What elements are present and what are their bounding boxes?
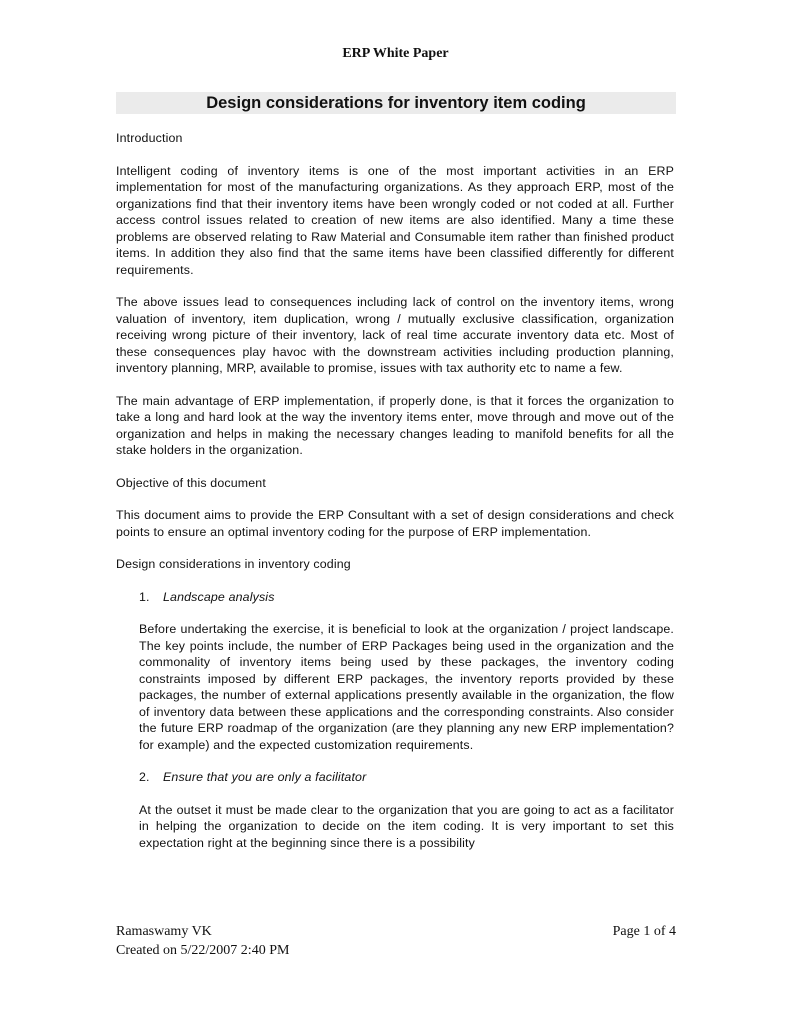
list-item-number: 1.: [139, 589, 150, 604]
footer-author: Ramaswamy VK: [116, 924, 212, 939]
section-heading-introduction: Introduction: [116, 131, 183, 145]
paragraph-intro-3: The main advantage of ERP implementation, if properly done, is that it forces the organization to take a long and hard look at the way the inventory items enter, move through and move out of the organization and helps in making the necessary changes leading to manifold benefits for all the stake holders in the organization.: [116, 393, 674, 457]
paragraph-objective: This document aims to provide the ERP Consultant with a set of design considerations and check points to ensure an optimal inventory coding for the purpose of ERP implementation.: [116, 508, 674, 539]
paragraph-intro-1: Intelligent coding of inventory items is one of the most important activities in an ERP implementation for most of the manufacturing organizations. As they approach ERP, most of the organizations find that their inventory items have been wrongly coded or not coded at all. Further access control issues related to creation of new items are also identified. Many a time these problems are observed relating to Raw Material and Consumable item rather than finished product items. In addition they also find that the same items have been classified differently for different requirements.: [116, 163, 674, 277]
page-header: ERP White Paper: [342, 46, 449, 61]
list-item-number: 2.: [139, 770, 150, 784]
paragraph-intro-2: The above issues lead to consequences including lack of control on the inventory items, wrong valuation of inventory, item duplication, wrong / mutually exclusive classification, organization receiving wrong picture of their inventory, lack of real time accurate inventory data etc. Most of these consequences play havoc with the downstream activities including production planning, inventory planning, MRP, available to promise, issues with tax authority etc to name a few.: [116, 295, 674, 375]
footer-page-number: Page 1 of 4: [612, 924, 676, 939]
document-body: [116, 130, 674, 851]
paragraph-landscape: Before undertaking the exercise, it is beneficial to look at the organization / project landscape. The key points include, the number of ERP Packages being used in the organization and the commonality of inventory items being used by these packages, the inventory coding constraints imposed by different ERP packages, the inventory reports provided by these packages, the number of external applications presently available in the organization, the flow of inventory data between these applications and the corresponding constraints. Also consider the future ERP roadmap of the organization (are they planning any new ERP implementation? for example) and the expected customization requirements.: [139, 622, 674, 752]
footer-created: Created on 5/22/2007 2:40 PM: [116, 943, 290, 958]
section-heading-objective: Objective of this document: [116, 475, 266, 490]
list-item-title-text: Landscape analysis: [163, 589, 275, 604]
page-footer-left: [116, 922, 289, 960]
list-item-landscape: [116, 589, 674, 852]
document-title: Design considerations for inventory item coding: [116, 92, 676, 114]
list-item-title: [139, 769, 674, 786]
list-item-title-text: Ensure that you are only a facilitator: [163, 770, 367, 784]
section-heading-design: Design considerations in inventory coding: [116, 557, 351, 571]
paragraph-facilitator: At the outset it must be made clear to the organization that you are going to act as a facilitator in helping the organization to decide on the item coding. It is very important to set this expectation right at the beginning since there is a possibility: [139, 802, 674, 850]
list-item-title: [139, 589, 674, 606]
